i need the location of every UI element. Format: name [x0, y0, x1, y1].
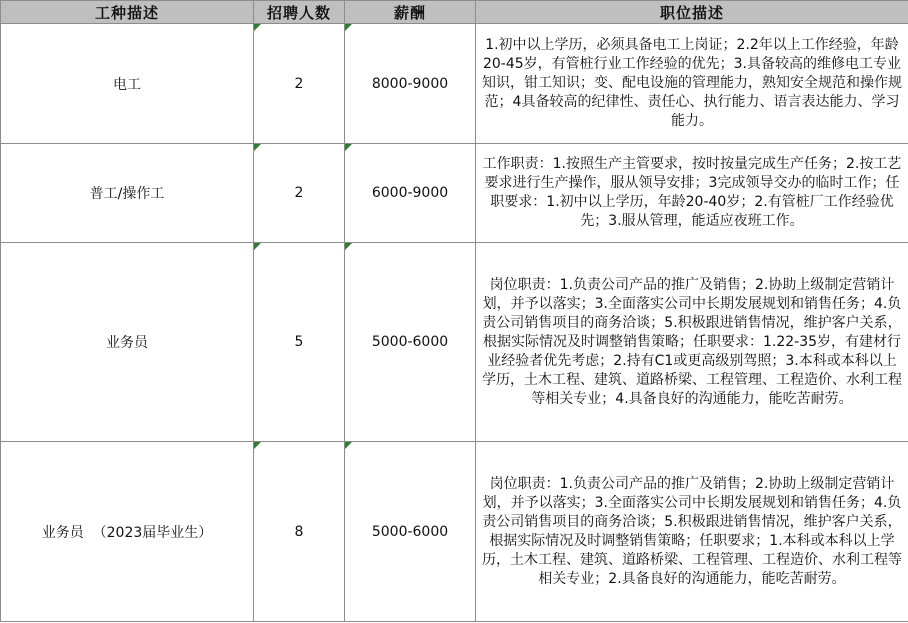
- header-salary: 薪酬: [345, 1, 476, 24]
- description-cell[interactable]: 工作职责：1.按照生产主管要求，按时按量完成生产任务；2.按工艺要求进行生产操作，服从领导安排；3完成领导交办的临时工作；任职要求：1.初中以上学历，年龄20-40岁；2.有管桩厂工作经验优先；3.服从管理，能适应夜班工作。: [476, 144, 908, 243]
- comment-marker-icon: [345, 442, 352, 449]
- headcount-cell[interactable]: [254, 243, 345, 442]
- table-row: [1, 24, 908, 144]
- job-type-cell[interactable]: 电工: [1, 24, 254, 144]
- header-headcount: 招聘人数: [254, 1, 345, 24]
- headcount-value: 5: [294, 334, 304, 350]
- headcount-cell[interactable]: [254, 144, 345, 243]
- job-type-cell[interactable]: 业务员 （2023届毕业生）: [1, 442, 254, 622]
- comment-marker-icon: [254, 243, 261, 250]
- headcount-value: 2: [294, 185, 304, 201]
- header-description: 职位描述: [476, 1, 908, 24]
- salary-cell[interactable]: [345, 442, 476, 622]
- comment-marker-icon: [254, 144, 261, 151]
- table-row: [1, 442, 908, 622]
- salary-value: 8000-9000: [371, 75, 449, 92]
- salary-value: 5000-6000: [371, 334, 449, 350]
- salary-value: 5000-6000: [371, 523, 449, 540]
- comment-marker-icon: [345, 243, 352, 250]
- header-row: [1, 1, 908, 24]
- salary-cell[interactable]: [345, 24, 476, 144]
- table-row: [1, 144, 908, 243]
- comment-marker-icon: [254, 442, 261, 449]
- headcount-cell[interactable]: [254, 24, 345, 144]
- headcount-value: 2: [294, 75, 304, 92]
- salary-cell[interactable]: [345, 144, 476, 243]
- comment-marker-icon: [254, 24, 261, 31]
- description-cell[interactable]: 岗位职责：1.负责公司产品的推广及销售；2.协助上级制定营销计划，并予以落实；3.全面落实公司中长期发展规划和销售任务；4.负责公司销售项目的商务洽谈；5.积极跟进销售情况，维护客户关系，根据实际情况及时调整销售策略；任职要求；1.本科或本科以上学历，土木工程、建筑、道路桥梁、工程管理、工程造价、水利工程等相关专业；2.具备良好的沟通能力，能吃苦耐劳。: [476, 442, 908, 622]
- job-type-cell[interactable]: 普工/操作工: [1, 144, 254, 243]
- header-job-type: 工种描述: [1, 1, 254, 24]
- salary-cell[interactable]: [345, 243, 476, 442]
- description-cell[interactable]: 1.初中以上学历，必须具备电工上岗证；2.2年以上工作经验，年龄20-45岁，有管桩行业工作经验的优先；3.具备较高的维修电工专业知识，钳工知识；变、配电设施的管理能力，熟知安全规范和操作规范；4具备较高的纪律性、责任心、执行能力、语言表达能力、学习能力。: [476, 24, 908, 144]
- headcount-cell[interactable]: [254, 442, 345, 622]
- headcount-value: 8: [294, 523, 304, 540]
- job-type-cell[interactable]: 业务员: [1, 243, 254, 442]
- table-row: [1, 243, 908, 442]
- description-cell[interactable]: 岗位职责：1.负责公司产品的推广及销售；2.协助上级制定营销计划，并予以落实；3.全面落实公司中长期发展规划和销售任务；4.负责公司销售项目的商务洽谈；5.积极跟进销售情况，维护客户关系，根据实际情况及时调整销售策略；任职要求：1.22-35岁，有建材行业经验者优先考虑；2.持有C1或更高级别驾照；3.本科或本科以上学历，土木工程、建筑、道路桥梁、工程管理、工程造价、水利工程等相关专业；4.具备良好的沟通能力，能吃苦耐劳。: [476, 243, 908, 442]
- comment-marker-icon: [345, 24, 352, 31]
- comment-marker-icon: [345, 144, 352, 151]
- salary-value: 6000-9000: [371, 185, 449, 201]
